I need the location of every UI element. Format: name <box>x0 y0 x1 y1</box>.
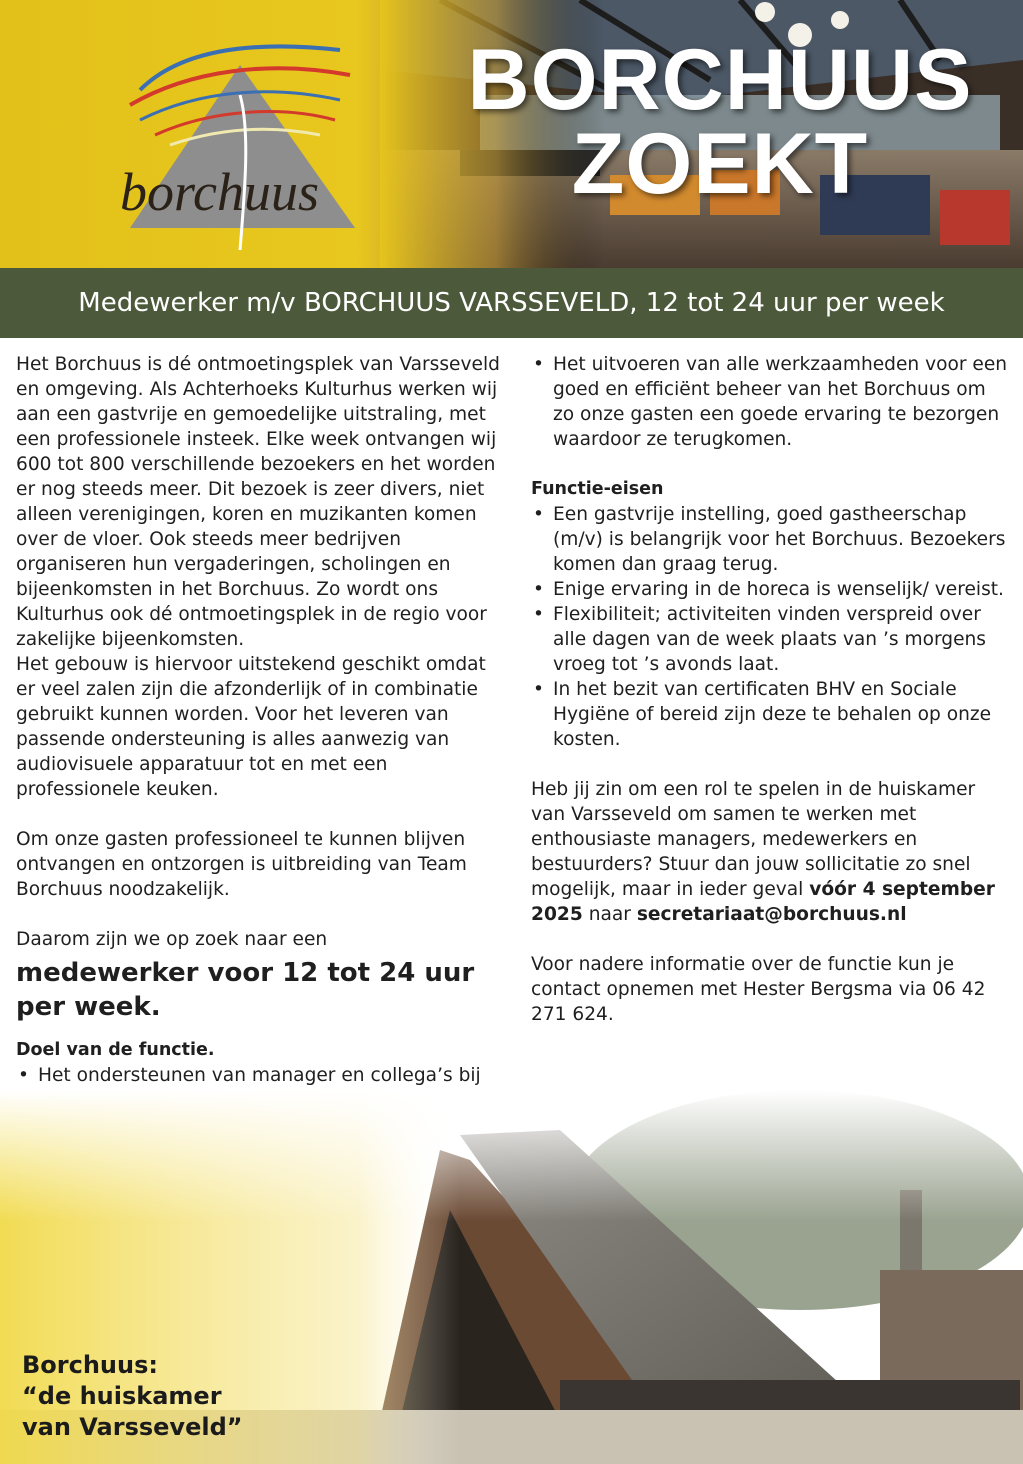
subtitle-bar <box>0 268 1023 338</box>
tagline <box>22 1350 243 1443</box>
header-banner <box>0 0 1023 268</box>
building-paragraph: Het gebouw is hiervoor uitstekend geschikt omdat er veel zalen zijn die afzonderlijk of in combinatie gebruikt kunnen worden. Voor het leveren van passende ondersteuning is alles aanwezig van audiovisuele apparatuur tot en met een professionele keuken. <box>16 654 486 800</box>
contact-text: Voor nadere informatie over de functie kun je contact opnemen met Hester Bergsma via <box>531 954 955 1000</box>
tagline-line-1: Borchuus: <box>22 1351 158 1379</box>
list-item: • Een gastvrije instelling, goed gastheerschap (m/v) is belangrijk voor het Borchuus. Bezoekers komen dan graag terug. <box>531 502 1011 577</box>
phone-number: 06 42 271 624. <box>531 979 986 1025</box>
apply-text: Heb jij zin om een rol te spelen in de huiskamer van Varsseveld om samen te werken met enthousiaste managers, medewerkers en bestuurders? Stuur dan jouw sollicitatie zo snel mogelijk, maar in ieder geval <box>531 779 976 900</box>
subtitle-text: Medewerker m/v BORCHUUS VARSSEVELD, 12 tot 24 uur per week <box>78 288 945 318</box>
borchuus-logo <box>100 20 380 260</box>
apply-via: naar <box>588 904 631 925</box>
list-item: • In het bezit van certificaten BHV en Sociale Hygiëne of bereid zijn deze te behalen op onze kosten. <box>531 677 1011 752</box>
list-item: • Het uitvoeren van alle werkzaamheden voor een goed en efficiënt beheer van het Borchuus om zo onze gasten een goede ervaring te bezorgen waardoor ze terugkomen. <box>531 352 1011 452</box>
list-item: • Het ondersteunen van manager en collega’s bij <box>16 1063 506 1113</box>
email-link[interactable]: secretariaat@borchuus.nl <box>636 904 907 925</box>
headline-line-2: ZOEKT <box>571 116 869 212</box>
requirements-heading: Functie-eisen <box>531 479 664 499</box>
left-column <box>16 352 506 1163</box>
goal-heading: Doel van de functie. <box>16 1040 215 1060</box>
requirements-list <box>531 502 1011 752</box>
looking-for-text: Daarom zijn we op zoek naar een <box>16 929 328 950</box>
position-headline: medewerker voor 12 tot 24 uur per week. <box>16 958 475 1022</box>
expansion-paragraph: Om onze gasten professioneel te kunnen blijven ontvangen en ontzorgen is uitbreiding van Team Borchuus noodzakelijk. <box>16 829 467 900</box>
logo-text: borchuus <box>120 162 319 222</box>
apply-paragraph <box>531 777 1011 927</box>
right-column <box>531 352 1011 1027</box>
list-item: • Enige ervaring in de horeca is wenselijk/ vereist. <box>531 577 1011 602</box>
tagline-line-2: “de huiskamer <box>22 1382 222 1410</box>
tagline-line-3: van Varsseveld” <box>22 1413 243 1441</box>
goal-list-continued <box>531 352 1011 452</box>
deadline: vóór 4 september 2025 <box>531 879 995 925</box>
headline-line-1: BORCHUUS <box>467 32 973 128</box>
intro-paragraph: Het Borchuus is dé ontmoetingsplek van Varsseveld en omgeving. Als Achterhoeks Kulturhus werken wij aan een gastvrije en gemoedelijke uitstraling, met een professionele insteek. Elke week ontvangen wij 600 tot 800 verschillende bezoekers en het worden er nog steeds meer. Dit bezoek is zeer divers, niet alleen verenigingen, koren en muzikanten komen over de vloer. Ook steeds meer bedrijven organiseren hun vergaderingen, scholingen en bijeenkomsten in het Borchuus. Zo wordt ons Kulturhus ook dé ontmoetingsplek in de regio voor zakelijke bijeenkomsten. <box>16 354 500 650</box>
headline <box>430 32 1010 212</box>
contact-paragraph <box>531 952 1011 1027</box>
list-item: • Flexibiliteit; activiteiten vinden verspreid over alle dagen van de week plaats van ’s morgens vroeg tot ’s avonds laat. <box>531 602 1011 677</box>
